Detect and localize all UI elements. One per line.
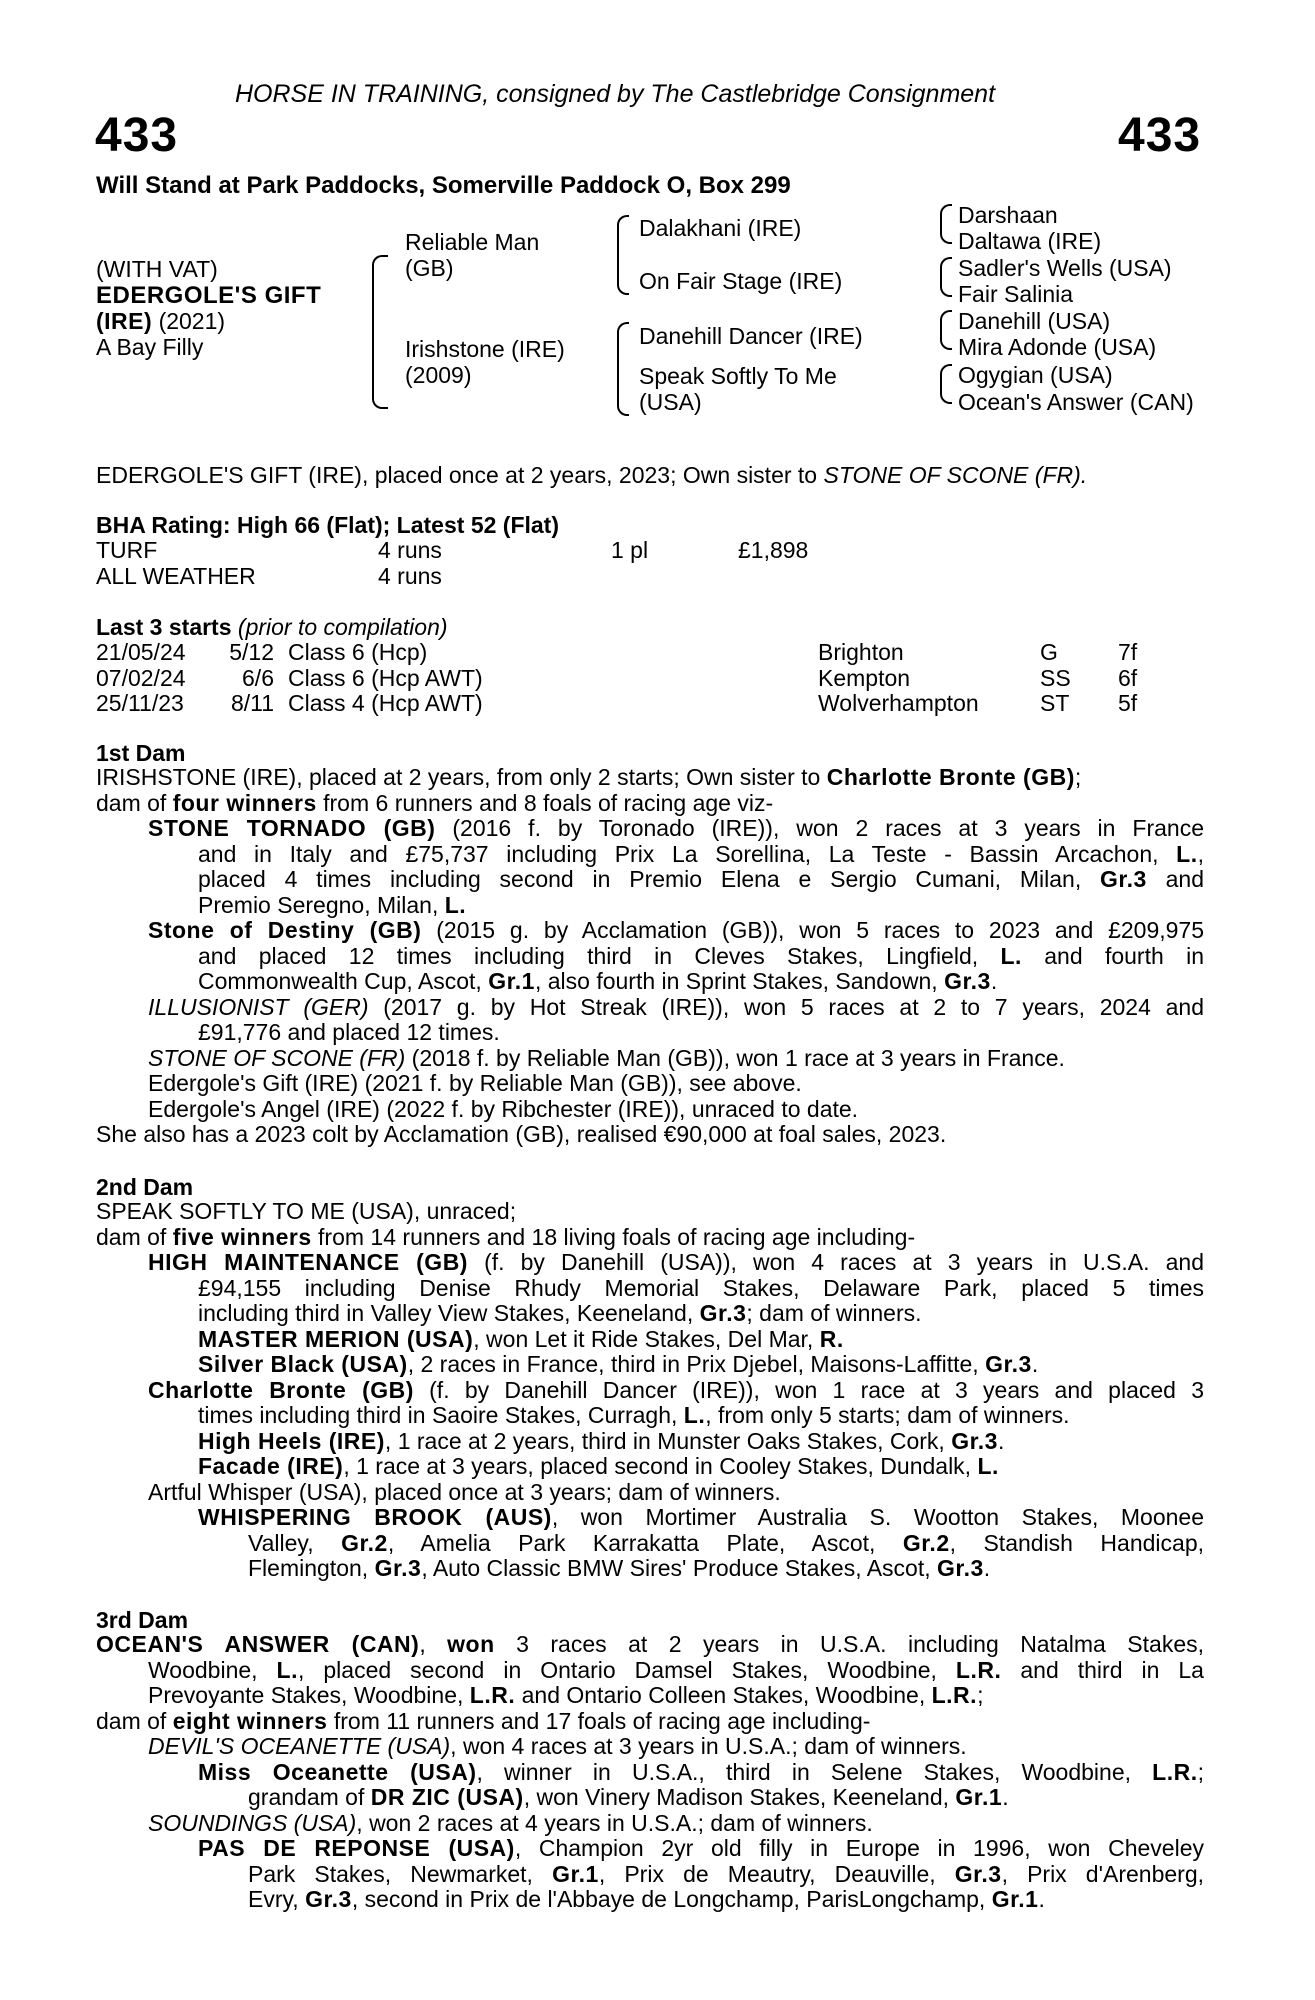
progeny-line: Artful Whisper (USA), placed once at 3 years; dam of winners. <box>148 1478 781 1505</box>
run-position: 5/12 <box>229 639 274 665</box>
pedigree-brace-main <box>372 255 388 409</box>
catalogue-header: HORSE IN TRAINING, consigned by The Castlebridge Consignment <box>235 80 996 108</box>
third-dam-text <box>96 1632 1204 1913</box>
progeny-line: times including third in Saoire Stakes, Curragh, L., from only 5 starts; dam of winners. <box>198 1402 1070 1428</box>
progeny-line: Stone of Destiny (GB) (2015 g. by Acclamation (GB)), won 5 races to 2023 and £209,975 <box>148 918 1204 943</box>
progeny-line: Silver Black (USA), 2 races in France, third in Prix Djebel, Maisons-Laffitte, Gr.3. <box>198 1351 1039 1377</box>
pedigree-g-8: Ocean's Answer (CAN) <box>958 389 1194 415</box>
pedigree-dam-sire: Danehill Dancer (IRE) <box>639 323 863 349</box>
run-distance: 5f <box>1118 690 1138 716</box>
run-going: ST <box>1040 690 1070 716</box>
pedigree-g-5: Danehill (USA) <box>958 308 1111 334</box>
pedigree-dam-dam: Speak Softly To Me (USA) <box>639 363 837 415</box>
first-dam-text <box>96 765 1204 1148</box>
first-dam-title: 1st Dam <box>96 740 186 766</box>
pedigree-g-3: Sadler's Wells (USA) <box>958 255 1172 281</box>
progeny-line: Premio Seregno, Milan, L. <box>198 891 467 918</box>
run-distance: 7f <box>1118 639 1138 665</box>
progeny-line: High Heels (IRE), 1 race at 2 years, third in Munster Oaks Stakes, Cork, Gr.3. <box>198 1427 1005 1454</box>
run-position: 8/11 <box>230 690 274 716</box>
pedigree-brace-g1 <box>940 204 952 244</box>
run-course: Kempton <box>818 664 911 691</box>
pedigree-brace-dam <box>617 322 629 416</box>
progeny-line: ILLUSIONIST (GER) (2017 g. by Hot Streak (IRE)), won 5 races at 2 to 7 years, 2024 and <box>148 994 1204 1020</box>
progeny-line: Facade (IRE), 1 race at 3 years, placed second in Cooley Stakes, Dundalk, L. <box>198 1453 999 1479</box>
pedigree-brace-g2 <box>940 257 952 297</box>
second-dam-title: 2nd Dam <box>96 1174 194 1200</box>
pedigree-brace-g3 <box>940 310 952 350</box>
run-position: 6/6 <box>242 664 274 691</box>
run-date: 07/02/24 <box>96 664 186 691</box>
run-date: 25/11/23 <box>96 690 184 716</box>
run-going: G <box>1040 639 1058 665</box>
progeny-line: grandam of DR ZIC (USA), won Vinery Madison Stakes, Keeneland, Gr.1. <box>248 1784 1009 1810</box>
progeny-line: Valley, Gr.2, Amelia Park Karrakatta Plate, Ascot, Gr.2, Standish Handicap, <box>248 1530 1204 1556</box>
run-date: 21/05/24 <box>96 639 186 665</box>
progeny-line: Edergole's Angel (IRE) (2022 f. by Ribchester (IRE)), unraced to date. <box>148 1095 859 1122</box>
pedigree-g-2: Daltawa (IRE) <box>958 228 1102 254</box>
third-dam-title: 3rd Dam <box>96 1607 189 1633</box>
turf-placed: 1 pl <box>611 537 649 563</box>
pedigree-g-7: Ogygian (USA) <box>958 362 1113 388</box>
pedigree-g-1: Darshaan <box>958 202 1058 228</box>
third-dam-line: Woodbine, L., placed second in Ontario Damsel Stakes, Woodbine, L.R. and third in La <box>148 1657 1204 1683</box>
run-class: Class 6 (Hcp AWT) <box>288 664 483 691</box>
pedigree-brace-sire <box>617 215 629 295</box>
aw-runs: 4 runs <box>378 563 442 589</box>
progeny-line: £91,776 and placed 12 times. <box>198 1019 500 1045</box>
progeny-line: Evry, Gr.3, second in Prix de l'Abbaye de Longchamp, ParisLongchamp, Gr.1. <box>248 1886 1045 1912</box>
run-course: Wolverhampton <box>818 690 979 716</box>
lot-number-right: 433 <box>1118 109 1202 162</box>
horse-name: EDERGOLE'S GIFT <box>96 282 322 309</box>
run-class: Class 4 (Hcp AWT) <box>288 690 483 716</box>
first-dam-line: IRISHSTONE (IRE), placed at 2 years, from only 2 starts; Own sister to Charlotte Bronte (GB); <box>96 764 1082 790</box>
progeny-line: PAS DE REPONSE (USA), Champion 2yr old filly in Europe in 1996, won Cheveley <box>198 1836 1204 1861</box>
second-dam-line: dam of five winners from 14 runners and 18 living foals of racing age including- <box>96 1223 916 1250</box>
horse-origin-year: (IRE) (2021) <box>96 308 226 334</box>
aw-label: ALL WEATHER <box>96 563 256 589</box>
pedigree-sire: Reliable Man (GB) <box>405 229 540 281</box>
pedigree-sire-sire: Dalakhani (IRE) <box>639 215 802 241</box>
progeny-line: and placed 12 times including third in Cleves Stakes, Lingfield, L. and fourth in <box>198 943 1204 969</box>
progeny-line: Park Stakes, Newmarket, Gr.1, Prix de Meautry, Deauville, Gr.3, Prix d'Arenberg, <box>248 1861 1204 1887</box>
progeny-line: She also has a 2023 colt by Acclamation (GB), realised €90,000 at foal sales, 2023. <box>96 1121 947 1147</box>
progeny-line: Charlotte Bronte (GB) (f. by Danehill Dancer (IRE)), won 1 race at 3 years and placed 3 <box>148 1377 1204 1403</box>
horse-description: A Bay Filly <box>96 334 204 360</box>
progeny-line: £94,155 including Denise Rhudy Memorial Stakes, Delaware Park, placed 5 times <box>198 1275 1204 1301</box>
vat-note: (WITH VAT) <box>96 256 218 282</box>
progeny-line: DEVIL'S OCEANETTE (USA), won 4 races at 3 years in U.S.A.; dam of winners. <box>148 1733 967 1759</box>
pedigree-brace-g4 <box>940 364 952 404</box>
second-dam-text <box>96 1199 1204 1582</box>
pedigree-g-4: Fair Salinia <box>958 281 1074 307</box>
progeny-line: placed 4 times including second in Premio Elena e Sergio Cumani, Milan, Gr.3 and <box>198 867 1204 892</box>
pedigree-dam: Irishstone (IRE) (2009) <box>405 336 565 388</box>
last-starts-title: Last 3 starts (prior to compilation) <box>96 614 448 640</box>
first-dam-line: dam of four winners from 6 runners and 8 foals of racing age viz- <box>96 789 774 816</box>
progeny-line: including third in Valley View Stakes, Keeneland, Gr.3; dam of winners. <box>198 1300 922 1326</box>
third-dam-line: Prevoyante Stakes, Woodbine, L.R. and Ontario Colleen Stakes, Woodbine, L.R.; <box>148 1682 984 1708</box>
lot-number-left: 433 <box>95 109 179 162</box>
progeny-line: SOUNDINGS (USA), won 2 races at 4 years in U.S.A.; dam of winners. <box>148 1809 873 1836</box>
turf-earnings: £1,898 <box>738 537 809 563</box>
pedigree-g-6: Mira Adonde (USA) <box>958 334 1157 360</box>
bha-rating: BHA Rating: High 66 (Flat); Latest 52 (Flat) <box>96 512 559 538</box>
progeny-line: MASTER MERION (USA), won Let it Ride Stakes, Del Mar, R. <box>198 1325 844 1352</box>
third-dam-line: OCEAN'S ANSWER (CAN), won 3 races at 2 years in U.S.A. including Natalma Stakes, <box>96 1632 1204 1657</box>
progeny-line: and in Italy and £75,737 including Prix La Sorellina, La Teste - Bassin Arcachon, L., <box>198 841 1204 867</box>
progeny-line: Edergole's Gift (IRE) (2021 f. by Reliable Man (GB)), see above. <box>148 1070 802 1096</box>
progeny-line: WHISPERING BROOK (AUS), won Mortimer Australia S. Wootton Stakes, Moonee <box>198 1505 1204 1530</box>
progeny-line: Flemington, Gr.3, Auto Classic BMW Sires' Produce Stakes, Ascot, Gr.3. <box>248 1555 991 1581</box>
third-dam-line: dam of eight winners from 11 runners and 17 foals of racing age including- <box>96 1707 871 1734</box>
run-class: Class 6 (Hcp) <box>288 639 428 665</box>
stand-location: Will Stand at Park Paddocks, Somerville Paddock O, Box 299 <box>96 172 791 199</box>
progeny-line: STONE OF SCONE (FR) (2018 f. by Reliable Man (GB)), won 1 race at 3 years in France. <box>148 1044 1065 1071</box>
pedigree-sire-dam: On Fair Stage (IRE) <box>639 268 843 294</box>
progeny-line: Miss Oceanette (USA), winner in U.S.A., third in Selene Stakes, Woodbine, L.R.; <box>198 1759 1204 1785</box>
run-distance: 6f <box>1118 664 1138 691</box>
progeny-line: HIGH MAINTENANCE (GB) (f. by Danehill (USA)), won 4 races at 3 years in U.S.A. and <box>148 1250 1204 1275</box>
run-course: Brighton <box>818 639 904 665</box>
turf-label: TURF <box>96 537 158 563</box>
second-dam-line: SPEAK SOFTLY TO ME (USA), unraced; <box>96 1198 517 1224</box>
summary-line: EDERGOLE'S GIFT (IRE), placed once at 2 years, 2023; Own sister to STONE OF SCONE (FR). <box>96 462 1088 488</box>
run-going: SS <box>1040 664 1071 691</box>
progeny-line: STONE TORNADO (GB) (2016 f. by Toronado (IRE)), won 2 races at 3 years in France <box>148 816 1204 841</box>
progeny-line: Commonwealth Cup, Ascot, Gr.1, also fourth in Sprint Stakes, Sandown, Gr.3. <box>198 968 998 994</box>
turf-runs: 4 runs <box>378 537 442 563</box>
